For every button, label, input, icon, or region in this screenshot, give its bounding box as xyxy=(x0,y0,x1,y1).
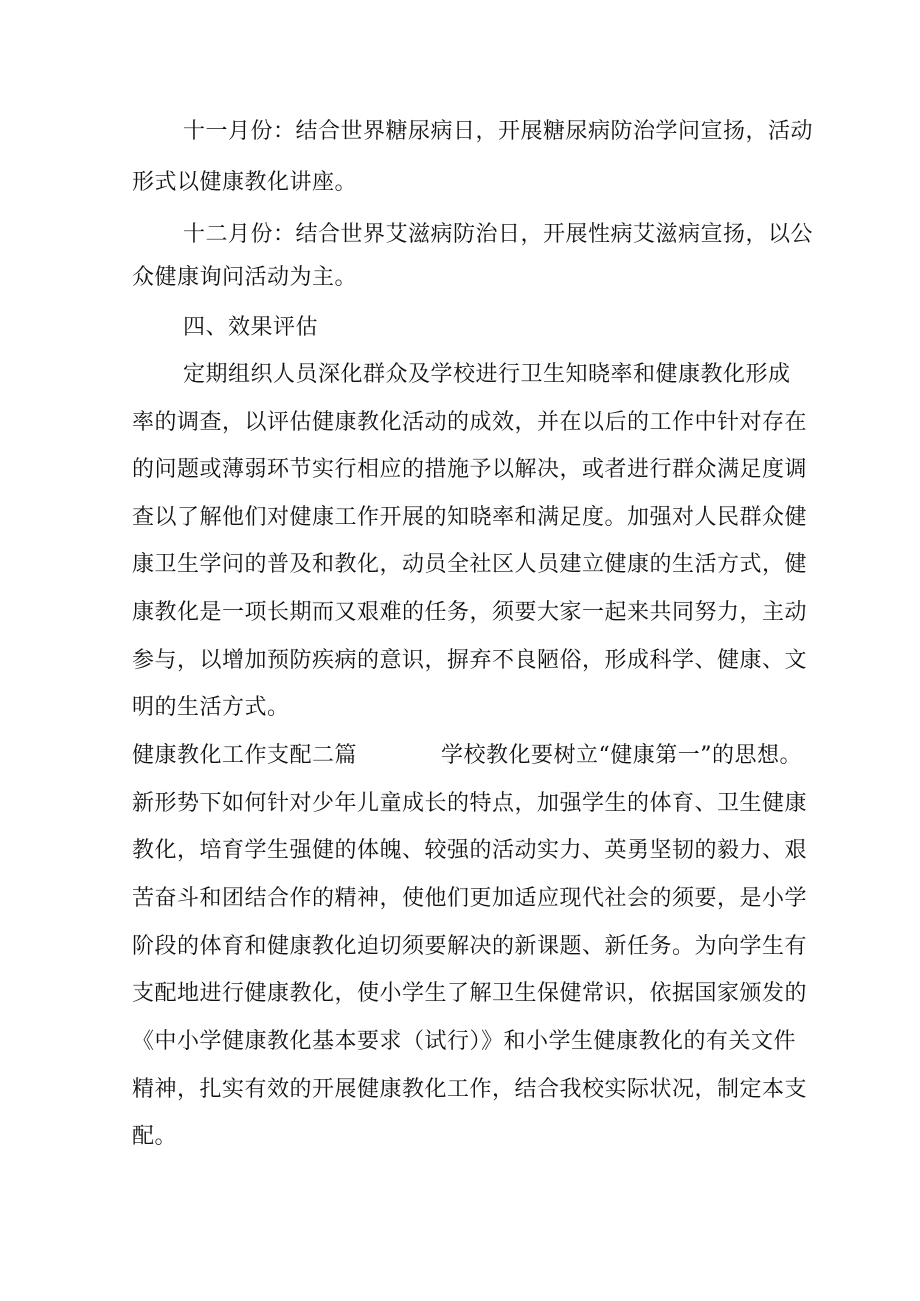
paragraph-line: 十一月份：结合世界糖尿病日，开展糖尿病防治学问宣扬，活动 xyxy=(183,119,814,144)
paragraph-line: 康教化是一项长期而又艰难的任务，须要大家一起来共同努力，主动 xyxy=(132,600,808,625)
paragraph-line: 新形势下如何针对少年儿童成长的特点，加强学生的体育、卫生健康 xyxy=(132,791,808,816)
paragraph-line: 参与，以增加预防疾病的意识，摒弃不良陋俗，形成科学、健康、文 xyxy=(132,648,808,673)
paragraph-line: 的问题或薄弱环节实行相应的措施予以解决，或者进行群众满足度调 xyxy=(132,457,808,482)
paragraph-line: 定期组织人员深化群众及学校进行卫生知晓率和健康教化形成 xyxy=(183,362,791,387)
paragraph-line: 众健康询问活动为主。 xyxy=(132,265,358,290)
paragraph-line: 苦奋斗和团结合作的精神，使他们更加适应现代社会的须要，是小学 xyxy=(132,886,808,911)
paragraph-line: 形式以健康教化讲座。 xyxy=(132,170,358,195)
title-line xyxy=(132,741,802,771)
paragraph-line: 阶段的体育和健康教化迫切须要解决的新课题、新任务。为向学生有 xyxy=(132,934,808,959)
paragraph-line: 查以了解他们对健康工作开展的知晓率和满足度。加强对人民群众健 xyxy=(132,505,808,530)
paragraph-line: 《中小学健康教化基本要求（试行）》和小学生健康教化的有关文件 xyxy=(132,1029,797,1054)
section-heading: 四、效果评估 xyxy=(183,315,319,340)
paragraph-line: 精神，扎实有效的开展健康教化工作，结合我校实际状况，制定本支 xyxy=(132,1077,808,1102)
document-section-title: 健康教化工作支配二篇 xyxy=(132,743,358,768)
paragraph-line: 教化，培育学生强健的体魄、较强的活动实力、英勇坚韧的毅力、艰 xyxy=(132,838,808,863)
paragraph-line: 支配地进行健康教化，使小学生了解卫生保健常识，依据国家颁发的 xyxy=(132,981,808,1006)
paragraph-line: 率的调查，以评估健康教化活动的成效，并在以后的工作中针对存在 xyxy=(132,410,808,435)
paragraph-line: 康卫生学问的普及和教化，动员全社区人员建立健康的生活方式，健 xyxy=(132,552,808,577)
paragraph-line: 明的生活方式。 xyxy=(132,695,290,720)
paragraph-line: 十二月份：结合世界艾滋病防治日，开展性病艾滋病宣扬，以公 xyxy=(183,222,814,247)
paragraph-text: 学校教化要树立“健康第一”的思想。 xyxy=(441,743,803,768)
paragraph-line: 配。 xyxy=(132,1124,178,1149)
